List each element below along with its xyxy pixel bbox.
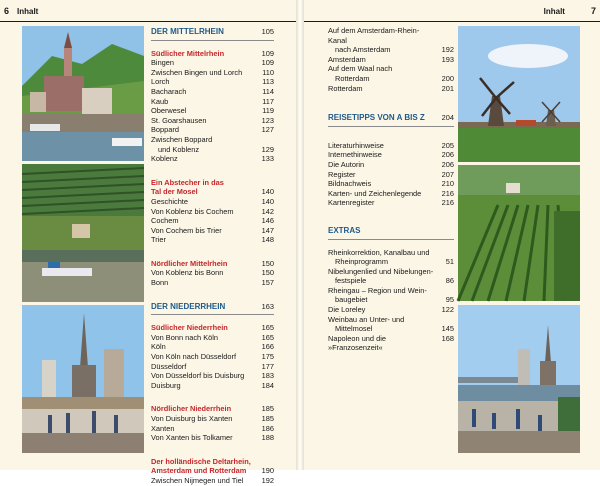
left-page [0, 0, 296, 485]
toc-entry[interactable]: Bacharach 114 [151, 86, 274, 96]
left-page-number: 6 [4, 6, 10, 16]
photo-rhine-church-village [22, 26, 144, 161]
toc-entry[interactable]: Die Loreley 122 [328, 305, 454, 315]
toc-entry[interactable]: Rotterdam 200 [335, 73, 454, 83]
toc-entry[interactable]: Bingen 109 [151, 58, 274, 68]
toc-entry[interactable]: Literaturhinweise 205 [328, 140, 454, 150]
toc-subheading[interactable]: Ein Abstecher in das [151, 177, 224, 187]
toc-entry[interactable]: Karten- und Zeichenlegende 216 [328, 188, 454, 198]
toc-entry[interactable]: Rheinkorrektion, Kanalbau und [328, 247, 430, 257]
toc-entry[interactable]: Duisburg 184 [151, 380, 274, 390]
toc-section-mittelrhein[interactable]: DER MITTELRHEIN 105 [151, 27, 274, 36]
toc-subheading[interactable]: Der holländische Deltarhein, [151, 456, 251, 466]
toc-entry[interactable]: Koblenz 133 [151, 154, 274, 164]
toc-entry[interactable]: Weinbau an Unter- und [328, 314, 405, 324]
toc-entry[interactable]: Internethinweise 206 [328, 150, 454, 160]
toc-entry[interactable]: festspiele 86 [335, 276, 454, 286]
toc-entry[interactable]: Rheingau – Region und Wein- [328, 285, 427, 295]
toc-entry[interactable]: Trier 148 [151, 235, 274, 245]
toc-entry[interactable]: Boppard 127 [151, 125, 274, 135]
toc-subheading[interactable]: Nördlicher Niederrhein 185 [151, 404, 274, 414]
toc-entry[interactable]: Die Autorin 206 [328, 159, 454, 169]
toc-subheading[interactable]: Südlicher Mittelrhein 109 [151, 48, 274, 58]
toc-entry[interactable]: Kartenregister 216 [328, 198, 454, 208]
book-gutter [296, 0, 304, 470]
toc-entry[interactable]: Zwischen Boppard [151, 134, 213, 144]
toc-entry[interactable]: Kaub 117 [151, 96, 274, 106]
toc-entry[interactable]: Düsseldorf 177 [151, 361, 274, 371]
toc-entry[interactable]: Register 207 [328, 169, 454, 179]
toc-subheading[interactable]: Tal der Mosel 140 [151, 187, 274, 197]
right-toc [328, 26, 454, 353]
toc-entry[interactable]: baugebiet 95 [335, 295, 454, 305]
toc-entry[interactable]: nach Amsterdam 192 [335, 45, 454, 55]
toc-entry[interactable]: Xanten 186 [151, 423, 274, 433]
photo-cologne-cathedral [22, 305, 144, 453]
toc-subheading[interactable]: Südlicher Niederrhein 165 [151, 323, 274, 333]
toc-entry[interactable]: Zwischen Nijmegen und Tiel 192 [151, 475, 274, 485]
left-running-head [0, 0, 296, 22]
toc-entry[interactable]: Rheinprogramm 51 [335, 257, 454, 267]
toc-entry[interactable]: Von Koblenz bis Cochem 142 [151, 206, 274, 216]
toc-entry[interactable]: Lorch 113 [151, 77, 274, 87]
toc-subheading[interactable]: Amsterdam und Rotterdam 190 [151, 466, 274, 476]
toc-entry[interactable]: und Koblenz 129 [158, 144, 274, 154]
toc-entry[interactable]: Von Bonn nach Köln 165 [151, 332, 274, 342]
toc-entry[interactable]: Zwischen Bingen und Lorch 110 [151, 67, 274, 77]
right-running-head [304, 0, 600, 22]
toc-entry[interactable]: Bildnachweis 210 [328, 179, 454, 189]
toc-entry[interactable]: Von Koblenz bis Bonn 150 [151, 268, 274, 278]
toc-entry[interactable]: Napoleon und die »Franzosenzeit« 168 [328, 333, 454, 353]
left-toc [151, 27, 274, 486]
toc-entry[interactable]: Mittelmosel 145 [335, 324, 454, 334]
toc-entry[interactable]: Rotterdam 201 [328, 83, 454, 93]
right-page-number: 7 [590, 6, 596, 16]
toc-entry[interactable]: Von Xanten bis Tolkamer 188 [151, 433, 274, 443]
toc-subheading[interactable]: Nördlicher Mittelrhein 150 [151, 258, 274, 268]
toc-entry[interactable]: Von Düsseldorf bis Duisburg 183 [151, 371, 274, 381]
right-page [304, 0, 600, 470]
toc-entry[interactable]: Auf dem Amsterdam-Rhein-Kanal [328, 26, 420, 45]
toc-entry[interactable]: Bonn 157 [151, 278, 274, 288]
left-running-head-title: Inhalt [17, 6, 39, 16]
toc-entry[interactable]: Cochem 146 [151, 216, 274, 226]
photo-vineyard-rows [458, 165, 580, 301]
toc-entry[interactable]: Von Duisburg bis Xanten 185 [151, 414, 274, 423]
photo-dusseldorf-promenade [458, 305, 580, 453]
toc-entry[interactable]: Oberwesel 119 [151, 106, 274, 116]
photo-windmills [458, 26, 580, 162]
toc-entry[interactable]: Geschichte 140 [151, 196, 274, 206]
toc-entry[interactable]: Nibelungenlied und Nibelungen- [328, 266, 434, 276]
toc-entry[interactable]: St. Goarshausen 123 [151, 115, 274, 125]
right-running-head-title: Inhalt [543, 6, 565, 16]
toc-entry[interactable]: Auf dem Waal nach [328, 64, 393, 74]
toc-section-niederrhein[interactable]: DER NIEDERRHEIN 163 [151, 301, 274, 311]
toc-entry[interactable]: Köln 166 [151, 342, 274, 352]
toc-section-extras[interactable]: EXTRAS [328, 225, 361, 235]
toc-entry[interactable]: Von Cochem bis Trier 147 [151, 225, 274, 235]
photo-mosel-vineyard [22, 164, 144, 302]
toc-entry[interactable]: Amsterdam 193 [328, 54, 454, 64]
toc-entry[interactable]: Von Köln nach Düsseldorf 175 [151, 352, 274, 362]
toc-section-reisetipps[interactable]: REISETIPPS VON A BIS Z 204 [328, 113, 454, 123]
